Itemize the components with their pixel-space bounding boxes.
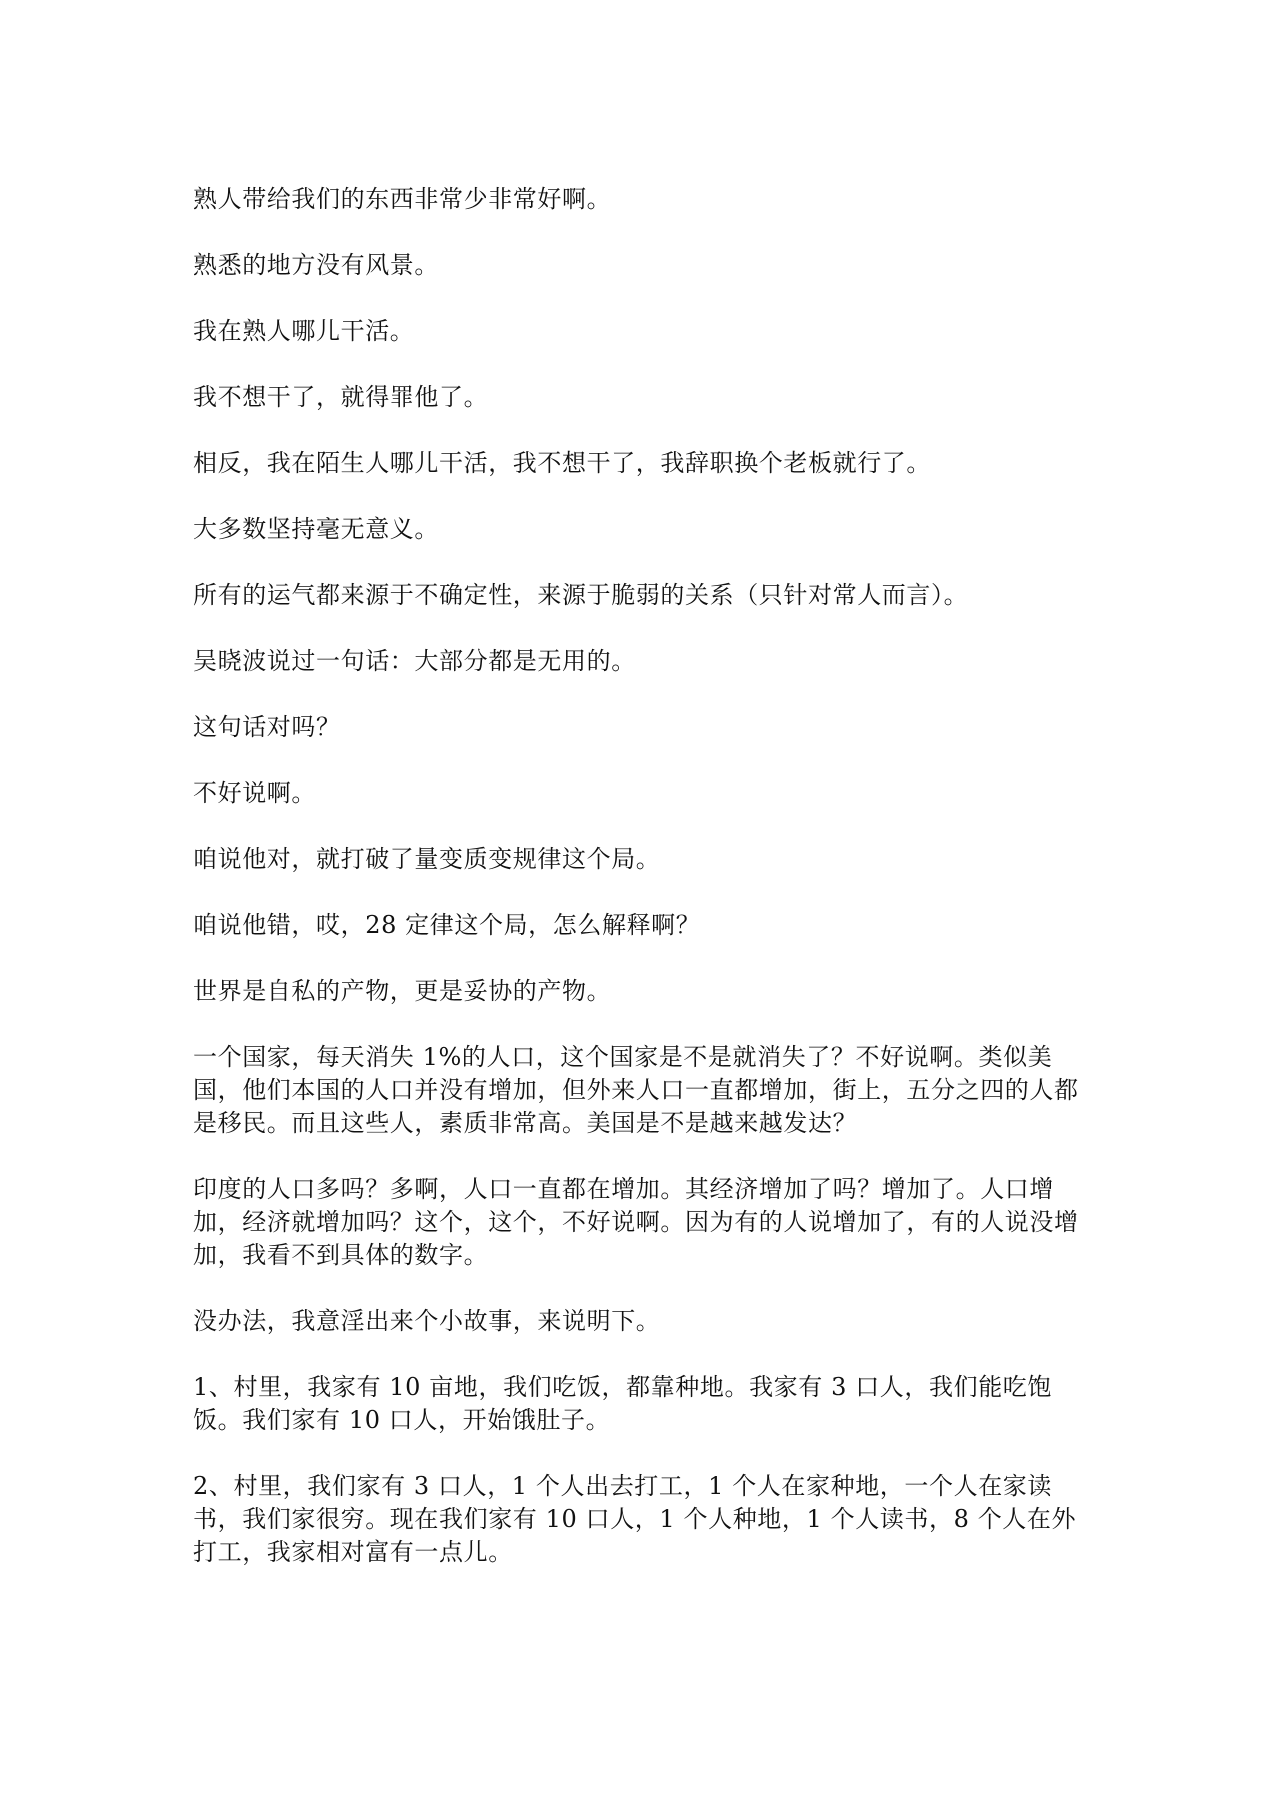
paragraph: 一个国家，每天消失 1%的人口，这个国家是不是就消失了？不好说啊。类似美国，他们本国的人口并没有增加，但外来人口一直都增加，街上，五分之四的人都是移民。而且这些人，素质非常高。美国是不是越来越发达？ xyxy=(193,1043,1079,1137)
paragraph: 大多数坚持毫无意义。 xyxy=(193,515,439,543)
paragraph: 这句话对吗？ xyxy=(193,713,341,741)
paragraph: 熟悉的地方没有风景。 xyxy=(193,251,439,279)
paragraph: 印度的人口多吗？多啊，人口一直都在增加。其经济增加了吗？增加了。人口增加，经济就增加吗？这个，这个，不好说啊。因为有的人说增加了，有的人说没增加，我看不到具体的数字。 xyxy=(193,1175,1079,1269)
paragraph: 世界是自私的产物，更是妥协的产物。 xyxy=(193,977,612,1005)
paragraph: 不好说啊。 xyxy=(193,779,316,807)
paragraph: 我在熟人哪儿干活。 xyxy=(193,317,415,345)
paragraph: 熟人带给我们的东西非常少非常好啊。 xyxy=(193,185,612,213)
document-body xyxy=(193,183,1083,1602)
paragraph: 没办法，我意淫出来个小故事，来说明下。 xyxy=(193,1307,661,1335)
paragraph: 吴晓波说过一句话：大部分都是无用的。 xyxy=(193,647,636,675)
paragraph: 相反，我在陌生人哪儿干活，我不想干了，我辞职换个老板就行了。 xyxy=(193,449,931,477)
paragraph: 1、村里，我家有 10 亩地，我们吃饭，都靠种地。我家有 3 口人，我们能吃饱饭。我们家有 10 口人，开始饿肚子。 xyxy=(193,1373,1052,1434)
paragraph: 所有的运气都来源于不确定性，来源于脆弱的关系（只针对常人而言）。 xyxy=(193,581,969,609)
paragraph: 咱说他错，哎，28 定律这个局，怎么解释啊？ xyxy=(193,911,701,939)
paragraph: 2、村里，我们家有 3 口人，1 个人出去打工，1 个人在家种地，一个人在家读书，我们家很穷。现在我们家有 10 口人，1 个人种地，1 个人读书，8 个人在外打工，我家相对富有一点儿。 xyxy=(193,1472,1077,1566)
paragraph: 咱说他对，就打破了量变质变规律这个局。 xyxy=(193,845,661,873)
paragraph: 我不想干了，就得罪他了。 xyxy=(193,383,489,411)
